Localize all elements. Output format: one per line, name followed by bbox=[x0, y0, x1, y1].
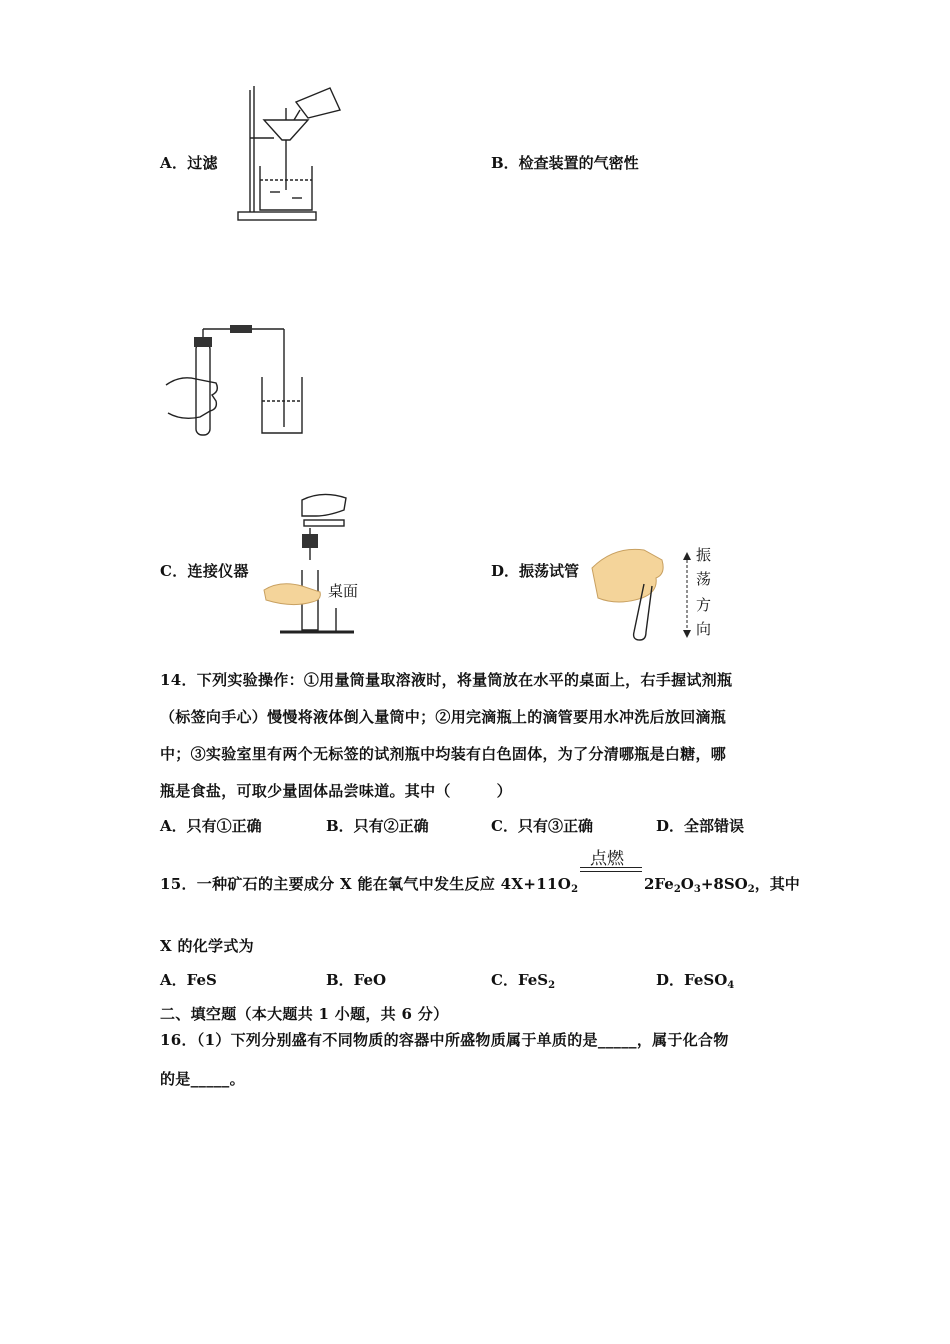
desk-label: 桌面 bbox=[328, 582, 359, 600]
option-c-label: C．连接仪器 bbox=[160, 562, 249, 580]
section-2-title: 二、填空题（本大题共 1 小题，共 6 分） bbox=[160, 1005, 449, 1023]
reaction-condition: 点燃 bbox=[590, 849, 624, 869]
q16-stem-line-2: 的是_____。 bbox=[160, 1070, 245, 1088]
option-b-label: B．检查装置的气密性 bbox=[491, 154, 639, 172]
q14-stem-line-1: 14．下列实验操作：①用量筒量取溶液时，将量筒放在水平的桌面上，右手握试剂瓶 bbox=[160, 671, 733, 689]
q15-option-b[interactable]: B．FeO bbox=[326, 971, 387, 989]
q15-option-c[interactable] bbox=[491, 969, 555, 991]
q15-products bbox=[644, 873, 800, 895]
q14-option-d[interactable]: D．全部错误 bbox=[656, 817, 745, 835]
q15-option-a[interactable]: A．FeS bbox=[160, 971, 217, 989]
option-d-label: D．振荡试管 bbox=[491, 562, 580, 580]
product-b-sub: 3 bbox=[693, 884, 701, 895]
q15-stem-line-1 bbox=[160, 873, 578, 895]
q14-option-b[interactable]: B．只有②正确 bbox=[326, 817, 429, 835]
shake-label-char-4: 向 bbox=[696, 620, 712, 638]
product-c-sub: 2 bbox=[747, 884, 755, 895]
shaking-test-tube-figure bbox=[588, 540, 718, 645]
q14-stem-line-2: （标签向手心）慢慢将液体倒入量筒中；②用完滴瓶上的滴管要用水冲洗后放回滴瓶 bbox=[160, 708, 727, 726]
q16-stem-line-1: 16．（1）下列分别盛有不同物质的容器中所盛物质属于单质的是_____，属于化合物 bbox=[160, 1031, 729, 1049]
q15-stem-end: ，其中 bbox=[754, 875, 800, 893]
q15-option-d[interactable] bbox=[656, 969, 734, 991]
reaction-bar-lower bbox=[580, 871, 642, 872]
q14-stem-line-3: 中；③实验室里有两个无标签的试剂瓶中均装有白色固体，为了分清哪瓶是白糖，哪 bbox=[160, 745, 727, 763]
q15-option-c-text: C．FeS bbox=[491, 971, 549, 989]
filtration-apparatus-figure bbox=[230, 80, 350, 230]
shake-label-char-3: 方 bbox=[696, 596, 712, 614]
product-a: 2Fe bbox=[644, 875, 674, 893]
q15-option-d-sub: 4 bbox=[727, 980, 735, 991]
airtightness-check-figure bbox=[160, 325, 310, 440]
q15-stem-start-sub: 2 bbox=[571, 884, 579, 895]
q15-stem-start: 15．一种矿石的主要成分 X 能在氧气中发生反应 4X+11O bbox=[160, 875, 572, 893]
option-a-label: A．过滤 bbox=[160, 154, 218, 172]
product-b: O bbox=[680, 875, 694, 893]
q15-stem-line-2: X 的化学式为 bbox=[160, 937, 254, 955]
product-a-sub: 2 bbox=[673, 884, 681, 895]
product-c: +8SO bbox=[700, 875, 748, 893]
q14-stem-line-4: 瓶是食盐，可取少量固体品尝味道。其中（ ） bbox=[160, 782, 512, 800]
q15-option-c-sub: 2 bbox=[548, 980, 556, 991]
q15-option-d-text: D．FeSO bbox=[656, 971, 728, 989]
shake-label-char-1: 振 bbox=[696, 546, 712, 564]
q14-option-c[interactable]: C．只有③正确 bbox=[491, 817, 593, 835]
reaction-bar bbox=[580, 867, 642, 868]
connecting-apparatus-figure bbox=[262, 490, 362, 645]
shake-label-char-2: 荡 bbox=[696, 570, 712, 588]
q14-option-a[interactable]: A．只有①正确 bbox=[160, 817, 262, 835]
